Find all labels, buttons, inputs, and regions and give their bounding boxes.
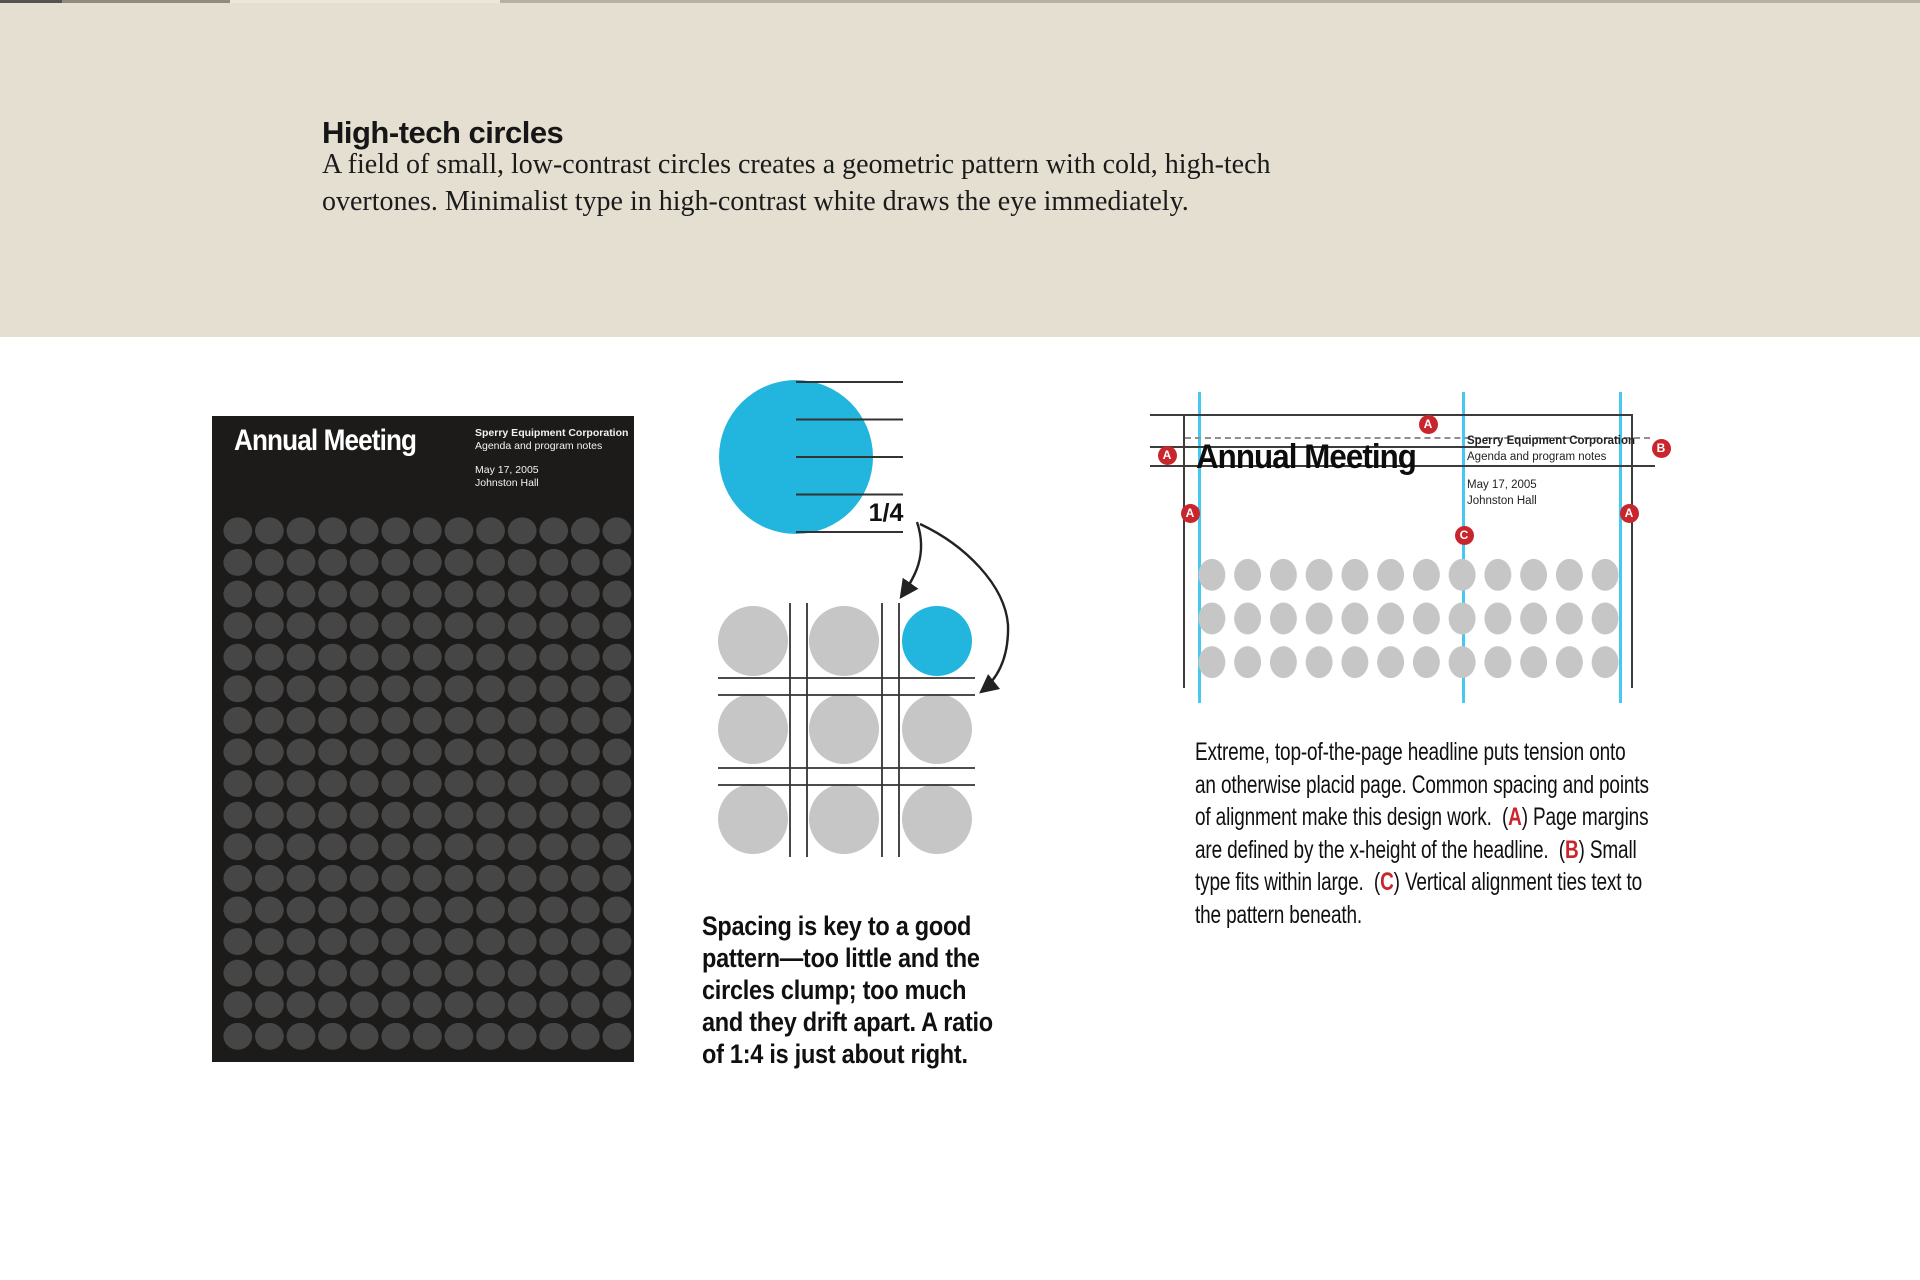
highlight-circle <box>902 606 972 676</box>
ratio-label: 1/4 <box>868 499 904 527</box>
caption-line: circles clump; too much <box>702 975 967 1005</box>
caption-line: of alignment make this design work. (A) Page margins <box>1195 803 1649 832</box>
pointer-arrow-left <box>901 522 921 597</box>
anatomy-caption <box>1195 736 1649 932</box>
spacing-caption <box>702 910 993 1070</box>
marker-ref-a: A <box>1508 803 1522 832</box>
caption-line: and they drift apart. A ratio <box>702 1007 993 1037</box>
marker-a-margin-right: A <box>1620 504 1639 523</box>
poster-date: May 17, 2005 <box>475 464 539 476</box>
description-line: A field of small, low-contrast circles creates a geometric pattern with cold, high-tech <box>322 149 1271 180</box>
poster-example <box>212 416 634 1062</box>
anatomy-dot-grid <box>1194 553 1623 684</box>
caption-line: pattern—too little and the <box>702 943 980 973</box>
poster-meta-block <box>475 427 628 489</box>
section-description <box>322 146 1271 220</box>
anatomy-org-sub: Agenda and program notes <box>1467 451 1607 463</box>
anatomy-meta-block <box>1467 433 1635 509</box>
caption-line: Extreme, top-of-the-page headline puts tension onto <box>1195 738 1626 766</box>
caption-line: Spacing is key to a good <box>702 911 972 941</box>
page-edge-artifact <box>500 0 1920 3</box>
marker-a-cap-line: A <box>1419 415 1438 434</box>
poster-headline: Annual Meeting <box>234 424 417 457</box>
marker-ref-b: B <box>1564 835 1579 864</box>
spacer <box>1467 465 1635 477</box>
anatomy-diagram <box>1140 385 1740 715</box>
poster-org-sub: Agenda and program notes <box>475 439 603 452</box>
spacer <box>475 452 628 464</box>
anatomy-venue: Johnston Hall <box>1467 495 1537 507</box>
marker-b-small-type: B <box>1652 439 1671 458</box>
margin-rule-left <box>1183 414 1185 688</box>
marker-ref-c: C <box>1380 868 1394 897</box>
anatomy-headline: Annual Meeting <box>1196 438 1416 476</box>
pattern-grid-circles <box>718 606 972 854</box>
poster-org: Sperry Equipment Corporation <box>475 427 629 439</box>
poster-venue: Johnston Hall <box>475 476 539 489</box>
caption-line: are defined by the x-height of the headline. (B) Small <box>1195 835 1637 864</box>
page-edge-artifact <box>0 0 62 3</box>
caption-line: type fits within large. (C) Vertical alignment ties text to <box>1195 868 1643 897</box>
page-edge-artifact <box>230 0 500 3</box>
poster-dot-grid <box>222 515 633 1052</box>
caption-line: an otherwise placid page. Common spacing and points <box>1195 770 1649 799</box>
description-line: overtones. Minimalist type in high-contrast white draws the eye immediately. <box>322 186 1189 217</box>
margin-rule-top <box>1150 414 1632 416</box>
page-edge-artifact <box>62 0 230 3</box>
spacing-diagram <box>700 375 1030 875</box>
anatomy-org: Sperry Equipment Corporation <box>1467 435 1636 447</box>
caption-line: the pattern beneath. <box>1195 900 1363 929</box>
caption-line: of 1:4 is just about right. <box>702 1039 968 1069</box>
marker-c-alignment: C <box>1455 526 1474 545</box>
marker-a-headline-left: A <box>1158 446 1177 465</box>
anatomy-date: May 17, 2005 <box>1467 479 1537 491</box>
marker-a-margin-left: A <box>1181 504 1200 523</box>
section-title: High-tech circles <box>322 114 564 150</box>
